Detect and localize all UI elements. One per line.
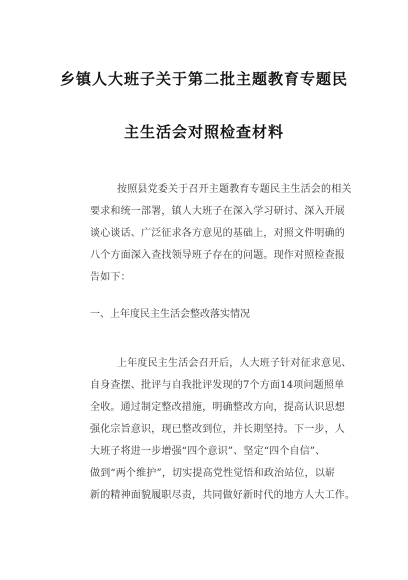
section-1-line-5: 大班子将进一步增强“四个意识”、坚定“四个自信”、 <box>90 446 326 457</box>
section-1-line-3: 全收。通过制定整改措施，明确整改方向，提高认识思想 <box>90 402 345 413</box>
section-1-line-1: 上年度民主生活会召开后，人大班子针对征求意见、 <box>117 358 352 369</box>
section-1-line-6: 做到“两个维护”，切实提高党性觉悟和政治站位，以崭 <box>90 468 336 479</box>
intro-line-1: 按照县党委关于召开主题教育专题民主生活会的相关 <box>117 184 352 195</box>
intro-line-3: 谈心谈话、广泛征求各方意见的基础上，对照文件明确的 <box>90 228 345 239</box>
section-1-line-7: 新的精神面貌履职尽责，共同做好新时代的地方人大工作。 <box>90 490 356 501</box>
intro-line-4: 八个方面深入查找领导班子存在的问题。现作对照检查报 <box>90 250 345 261</box>
intro-line-2: 要求和统一部署，镇人大班子在深入学习研讨、深入开展 <box>90 206 345 217</box>
intro-line-5: 告如下： <box>90 272 131 283</box>
document-title-line-1: 乡镇人大班子关于第二批主题教育专题民 <box>59 70 348 88</box>
section-1-line-2: 自身查摆、批评与自我批评发现的7个方面14项问题照单 <box>90 380 345 391</box>
section-1-heading: 一、上年度民主生活会整改落实情况 <box>90 309 250 320</box>
section-1-line-4: 强化宗旨意识，现已整改到位，并长期坚持。下一步，人 <box>90 424 345 435</box>
document-title-line-2: 主生活会对照检查材料 <box>123 123 284 141</box>
